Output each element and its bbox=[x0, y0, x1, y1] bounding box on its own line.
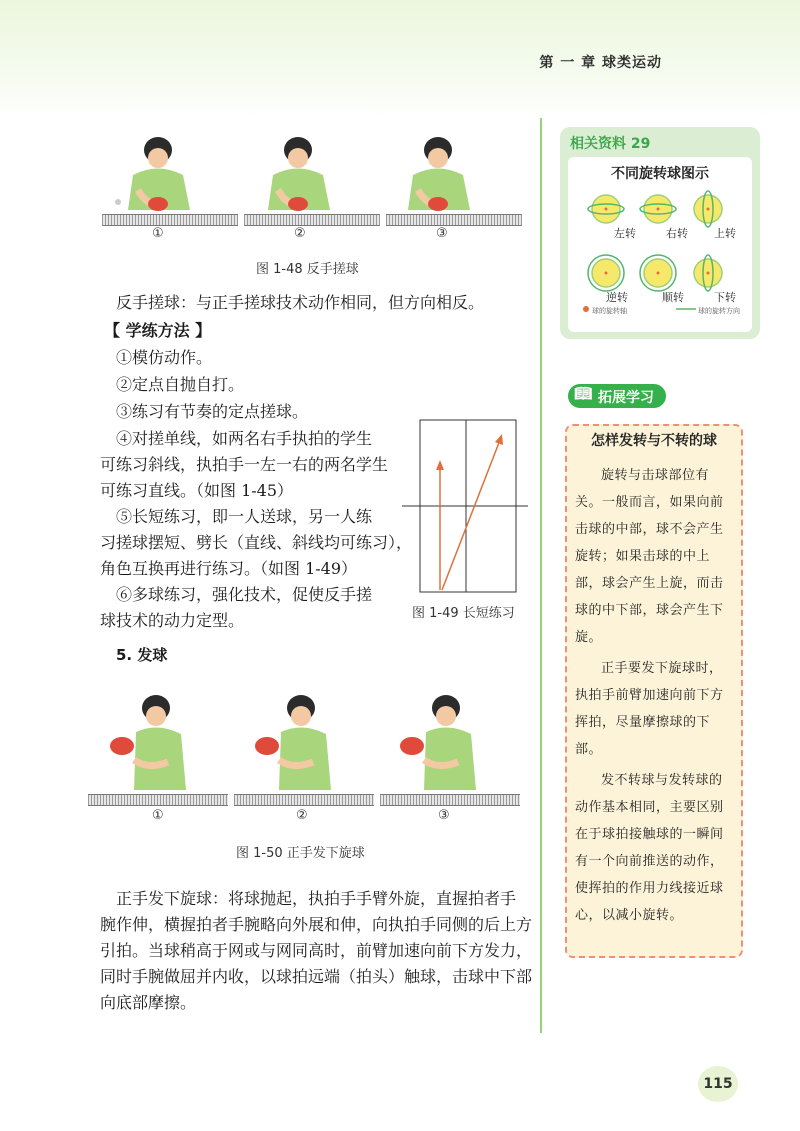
page-number: 115 bbox=[698, 1066, 738, 1102]
section-5-heading: 5. 发球 bbox=[116, 646, 168, 664]
method-line-8: 习搓球摆短、劈长（直线、斜线均可练习）， bbox=[100, 533, 413, 552]
column-divider bbox=[540, 118, 542, 1033]
method-line-9: 角色互换再进行练习。（如图 1-49） bbox=[100, 559, 358, 578]
fig50-label-2: ② bbox=[296, 808, 308, 823]
fig50-label-3: ③ bbox=[438, 808, 450, 823]
spin-label-top: 上转 bbox=[714, 227, 736, 240]
figure-1-50 bbox=[86, 690, 526, 830]
page-header bbox=[0, 0, 800, 118]
method-line-6: 可练习直线。（如图 1-45） bbox=[100, 481, 294, 500]
spin-label-right: 右转 bbox=[666, 227, 688, 240]
serve-line-1: 正手发下旋球：将球抛起，执拍手手臂外旋，直握拍者手 bbox=[116, 889, 517, 908]
method-line-2: ②定点自抛自打。 bbox=[116, 375, 245, 394]
fig48-label-3: ③ bbox=[436, 226, 448, 241]
method-title: 【 学练方法 】 bbox=[104, 321, 212, 340]
chapter-title: 第 一 章 球类运动 bbox=[539, 55, 662, 71]
extension-text bbox=[575, 462, 735, 929]
book-icon: 📖︎ bbox=[574, 386, 592, 402]
method-line-7: ⑤长短练习，即一人送球，另一人练 bbox=[116, 507, 373, 526]
spin-diagram-panel bbox=[568, 157, 752, 332]
fig49-caption: 图 1-49 长短练习 bbox=[412, 606, 515, 621]
spin-label-counter: 逆转 bbox=[606, 291, 628, 304]
serve-line-5: 向底部摩擦。 bbox=[100, 993, 197, 1012]
extension-paragraph-2: 正手要发下旋球时，执拍手前臂加速向前下方挥拍，尽量摩擦球的下部。 bbox=[575, 661, 724, 757]
extension-paragraph-3: 发不转球与发转球的动作基本相同，主要区别在于球拍接触球的一瞬间有一个向前推送的动作，使挥拍的作用力线接近球心，以减小旋转。 bbox=[575, 773, 724, 923]
method-line-10: ⑥多球练习，强化技术，促使反手搓 bbox=[116, 585, 373, 604]
fig50-label-1: ① bbox=[152, 808, 164, 823]
figure-1-49-court bbox=[400, 418, 530, 598]
serve-line-4: 同时手腕做屈并内收，以球拍远端（拍头）触球，击球中下部 bbox=[100, 967, 533, 986]
extension-badge-label: 拓展学习 bbox=[598, 390, 654, 406]
related-material-title: 相关资料 29 bbox=[570, 136, 651, 152]
paragraph-backhand: 反手搓球：与正手搓球技术动作相同，但方向相反。 bbox=[116, 293, 485, 312]
serve-line-3: 引拍。当球稍高于网或与网同高时，前臂加速向前下方发力， bbox=[100, 941, 533, 960]
related-material-box bbox=[560, 127, 760, 339]
method-line-1: ①模仿动作。 bbox=[116, 348, 213, 367]
fig48-caption: 图 1-48 反手搓球 bbox=[256, 262, 359, 277]
spin-label-clockwise: 顺转 bbox=[662, 291, 684, 304]
spin-label-left: 左转 bbox=[614, 227, 636, 240]
method-line-3: ③练习有节奏的定点搓球。 bbox=[116, 402, 309, 421]
legend-axis: 球的旋转轴 bbox=[592, 307, 627, 315]
legend-direction: 球的旋转方向 bbox=[698, 307, 740, 315]
extension-box bbox=[565, 424, 743, 958]
fig50-caption: 图 1-50 正手发下旋球 bbox=[236, 846, 365, 861]
method-line-4: ④对搓单线，如两名右手执拍的学生 bbox=[116, 429, 373, 448]
method-line-5: 可练习斜线，执拍手一左一右的两名学生 bbox=[100, 455, 389, 474]
forehand-serve-illustration bbox=[86, 690, 526, 800]
fig48-label-2: ② bbox=[294, 226, 306, 241]
method-line-11: 球技术的动力定型。 bbox=[100, 611, 245, 630]
spin-label-back: 下转 bbox=[714, 291, 736, 304]
extension-badge bbox=[568, 384, 666, 408]
extension-paragraph-1: 旋转与击球部位有关。一般而言，如果向前击球的中部，球不会产生旋转；如果击球的中上部，球会产生上旋，而击球的中下部，球会产生下旋。 bbox=[575, 468, 724, 645]
fig48-label-1: ① bbox=[152, 226, 164, 241]
spin-diagram-title: 不同旋转球图示 bbox=[611, 166, 709, 182]
extension-title: 怎样发转与不转的球 bbox=[591, 433, 717, 449]
serve-line-2: 腕作伸，横握拍者手腕略向外展和伸，向执拍手同侧的后上方 bbox=[100, 915, 533, 934]
figure-1-48 bbox=[98, 130, 526, 240]
